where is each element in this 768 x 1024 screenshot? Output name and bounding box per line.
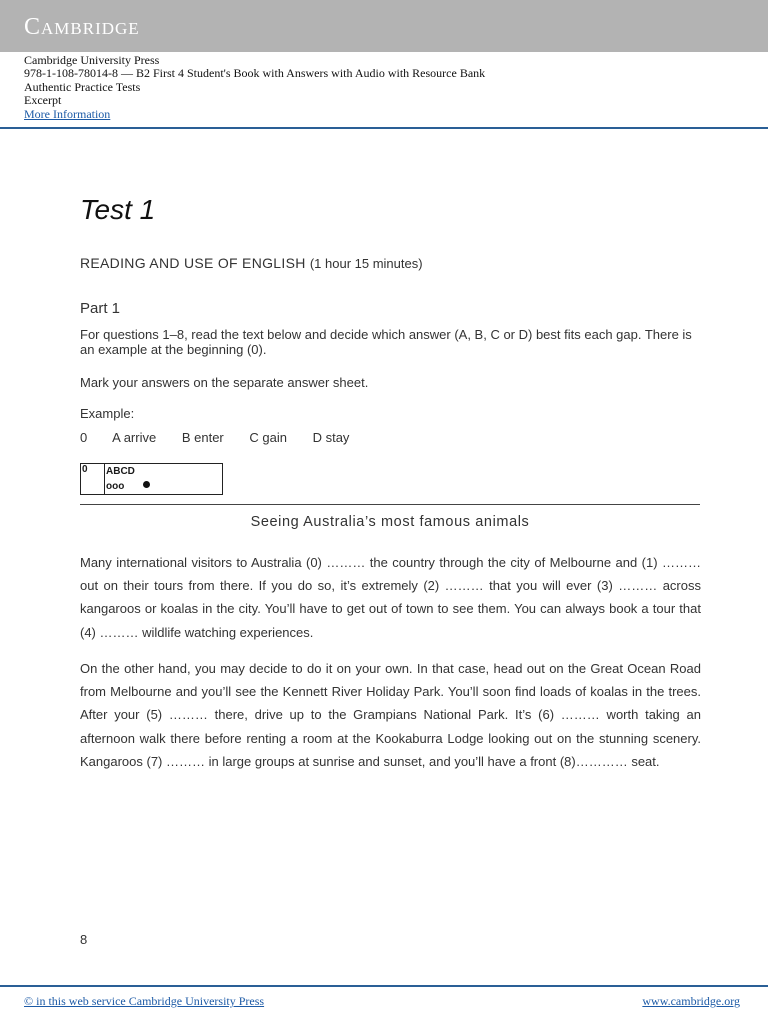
reading-text-title: Seeing Australia’s most famous animals bbox=[250, 514, 530, 530]
example-option-b: B enter bbox=[181, 430, 224, 445]
example-option-c: C gain bbox=[249, 430, 287, 445]
section-heading bbox=[80, 255, 423, 271]
website-link[interactable]: www.cambridge.org bbox=[642, 994, 740, 1008]
example-option-d: D stay bbox=[312, 430, 350, 445]
footer-divider bbox=[0, 985, 768, 987]
publisher-line: Cambridge University Press bbox=[24, 53, 160, 67]
text-divider bbox=[80, 504, 700, 505]
answer-box-circles: ooo bbox=[106, 481, 125, 492]
example-number: 0 bbox=[80, 430, 88, 445]
example-option-a: A arrive bbox=[112, 430, 157, 445]
brand-logo: Cambridge bbox=[24, 14, 140, 40]
series-line: Authentic Practice Tests bbox=[24, 79, 141, 94]
answer-filled-circle bbox=[143, 481, 150, 488]
section-title: READING AND USE OF ENGLISH bbox=[80, 255, 306, 271]
part-heading: Part 1 bbox=[80, 300, 121, 317]
example-label: Example: bbox=[80, 406, 135, 421]
answer-box-number: 0 bbox=[81, 464, 105, 494]
instruction-text: For questions 1–8, read the text below and decide which answer (A, B, C or D) best fits each gap. There is an example at the beginning (0). bbox=[80, 327, 692, 357]
excerpt-line: Excerpt bbox=[24, 93, 62, 108]
book-meta bbox=[24, 54, 485, 121]
section-duration: (1 hour 15 minutes) bbox=[309, 256, 423, 271]
reading-paragraph-1: Many international visitors to Australia (0) ……… the country through the city of Melbourne and (1) ……… out on their tours from there. If you do so, it’s extremely (2) ……… that you will ever (3) ……… across kangaroos or koalas in the city. You’ll have to get out of town to see them. You can always book a tour that (4) ……… wildlife watching experiences. bbox=[80, 555, 701, 640]
page-number: 8 bbox=[80, 932, 88, 947]
answer-sheet-instruction: Mark your answers on the separate answer sheet. bbox=[80, 375, 369, 390]
example-options bbox=[80, 430, 371, 445]
copyright-link[interactable]: © in this web service Cambridge University Press bbox=[24, 994, 265, 1008]
header-bar bbox=[0, 0, 768, 52]
more-information-link[interactable]: More Information bbox=[24, 106, 111, 121]
reading-paragraph-2: On the other hand, you may decide to do it on your own. In that case, head out on the Great Ocean Road from Melbourne and you’ll see the Kennett River Holiday Park. You’ll soon find loads of koalas in the trees. After your (5) ……… there, drive up to the Grampians National Park. It’s (6) ……… worth taking an afternoon walk there before renting a room at the Kookaburra Lodge looking out on the stunning scenery. Kangaroos (7) ……… in large groups at sunrise and sunset, and you’ll have a front (8)………… seat. bbox=[80, 661, 701, 769]
page-title: Test 1 bbox=[80, 194, 156, 225]
header-divider bbox=[0, 127, 768, 129]
answer-box-letters: ABCD bbox=[106, 466, 135, 477]
isbn-line: 978-1-108-78014-8 — B2 First 4 Student's Book with Answers with Audio with Resource Bank bbox=[24, 66, 486, 81]
example-answer-box bbox=[80, 463, 223, 495]
